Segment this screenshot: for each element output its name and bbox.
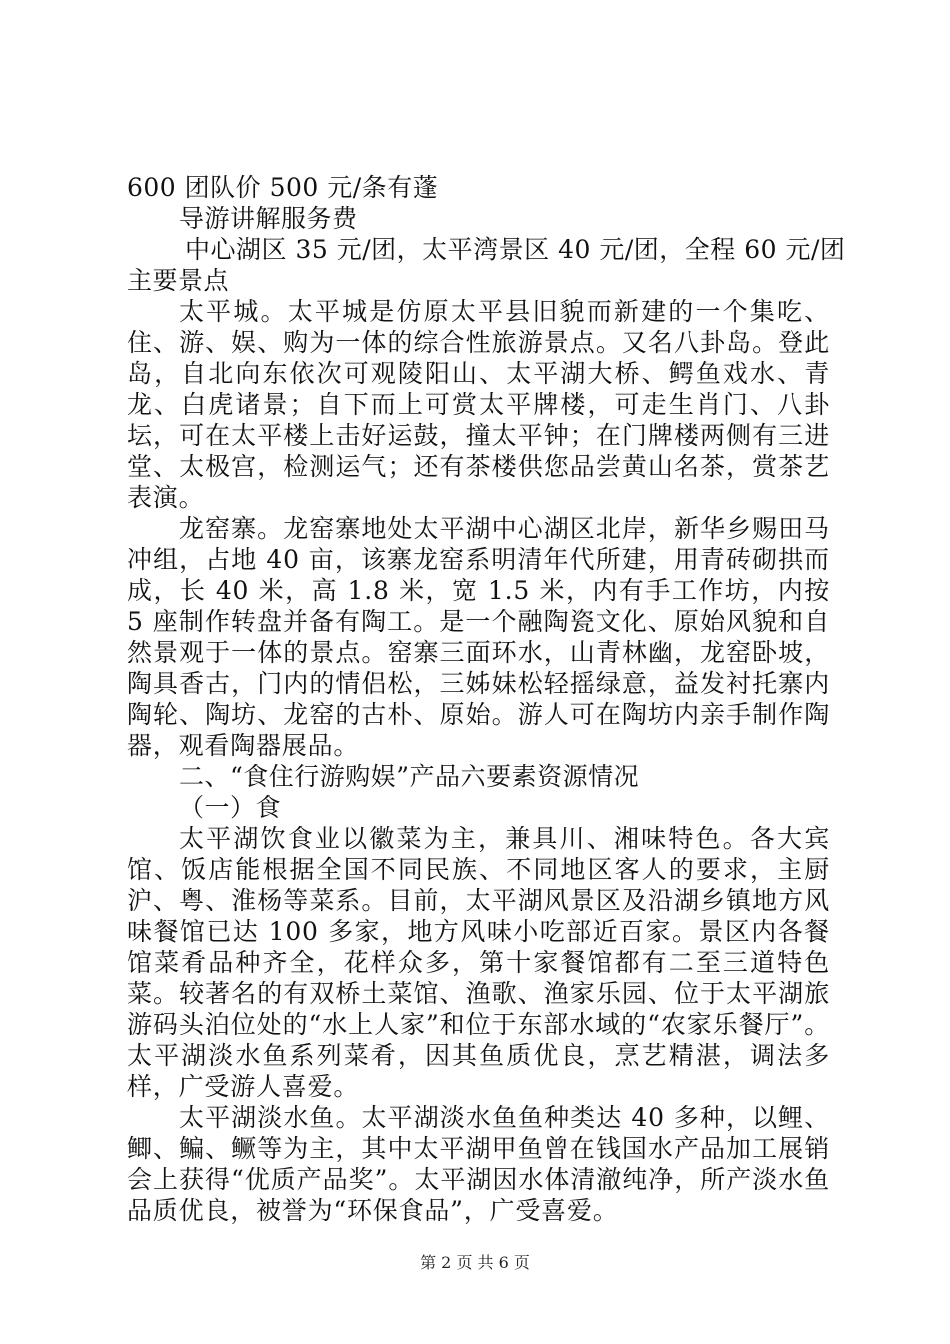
guide-fee-detail: 中心湖区 35 元/团，太平湾景区 40 元/团，全程 60 元/团 [185,235,846,264]
price-line: 600 团队价 500 元/条有蓬 [127,173,439,202]
paragraph-taiping-city: 太平城。太平城是仿原太平县旧貌而新建的一个集吃、住、游、娱、购为一体的综合性旅游景点。又名八卦岛。登此岛，自北向东依次可观陵阳山、太平湖大桥、鳄鱼戏水、青龙、白虎诸景；自下而上可赏太平牌楼，可走生肖门、八卦坛，可在太平楼上击好运鼓，撞太平钟；在门牌楼两侧有三进堂、太极宫，检测运气；还有茶楼供您品尝黄山名茶，赏茶艺表演。 [127,297,830,512]
section-heading-six-elements: 二、“食住行游购娱”产品六要素资源情况 [179,762,640,791]
main-attractions-heading: 主要景点 [127,266,230,295]
page-footer: 第 2 页 共 6 页 [420,1253,530,1272]
paragraph-longyao-village: 龙窑寨。龙窑寨地处太平湖中心湖区北岸，新华乡赐田马冲组，占地 40 亩，该寨龙窑系明清年代所建，用青砖砌拱而成，长 40 米，高 1.8 米，宽 1.5 米，内有手工作坊，内按 5 座制作转盘并备有陶工。是一个融陶瓷文化、原始风貌和自然景观于一体的景点。窑寨三面环水，山青林幽，龙窑卧坡，陶具香古，门内的情侣松，三姊妹松轻摇绿意，益发衬托寨内陶轮、陶坊、龙窑的古朴、原始。游人可在陶坊内亲手制作陶器，观看陶器展品。 [127,514,830,760]
guide-fee-heading: 导游讲解服务费 [179,204,358,233]
document-body [127,172,846,1226]
subsection-heading-food: （一）食 [179,793,282,822]
paragraph-freshwater-fish: 太平湖淡水鱼。太平湖淡水鱼鱼种类达 40 多种，以鲤、鲫、鳊、鳜等为主，其中太平湖甲鱼曾在钱国水产品加工展销会上获得“优质产品奖”。太平湖因水体清澈纯净，所产淡水鱼品质优良，被誉为“环保食品”，广受喜爱。 [127,1103,830,1225]
paragraph-food: 太平湖饮食业以徽菜为主，兼具川、湘味特色。各大宾馆、饭店能根据全国不同民族、不同地区客人的要求，主厨沪、粤、淮杨等菜系。目前，太平湖风景区及沿湖乡镇地方风味餐馆已达 100 多家，地方风味小吃部近百家。景区内各餐馆菜肴品种齐全，花样众多，第十家餐馆都有二至三道特色菜。较著名的有双桥土菜馆、渔歌、渔家乐园、位于太平湖旅游码头泊位处的“水上人家”和位于东部水域的“农家乐餐厅”。太平湖淡水鱼系列菜肴，因其鱼质优良，烹艺精湛，调法多样，广受游人喜爱。 [127,824,830,1101]
